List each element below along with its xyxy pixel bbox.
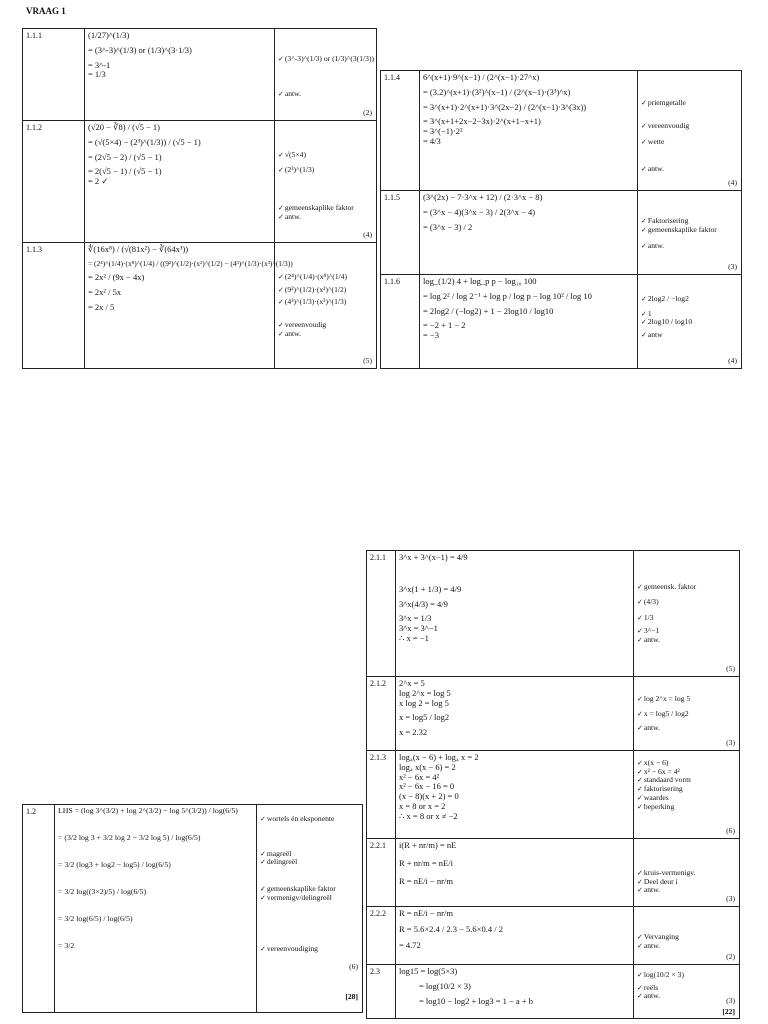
mark-item: standaard vorm: [643, 775, 691, 785]
check-icon: ✓: [637, 886, 643, 895]
calc-line: = 3/2 log((3×2)/5) / log(6/5): [58, 886, 147, 896]
points: (3): [726, 894, 735, 904]
check-icon: ✓: [260, 858, 266, 867]
working: [420, 191, 638, 275]
memo-table-2: [366, 550, 740, 1019]
calc-line: log 2^x = log 5: [399, 687, 451, 698]
check-icon: ✓: [641, 318, 647, 327]
check-icon: ✓: [637, 709, 643, 718]
points: (5): [726, 664, 735, 674]
calc-line: (x − 8)(x + 2) = 0: [399, 791, 459, 802]
mark-item: vereenvoudig: [647, 120, 690, 130]
mark-item: 3^−1: [643, 626, 660, 636]
calc-line: = 4/3: [423, 135, 441, 146]
mark-item: wortels én eksponente: [266, 814, 335, 823]
mark-allocation: [638, 275, 742, 369]
mark-item: antw.: [643, 723, 661, 733]
check-icon: ✓: [637, 802, 643, 811]
check-icon: ✓: [637, 793, 643, 802]
check-icon: ✓: [637, 724, 643, 733]
row-1-1-6: [381, 275, 742, 369]
row-1-2: [23, 805, 363, 1013]
check-icon: ✓: [641, 309, 647, 318]
check-icon: ✓: [637, 597, 643, 606]
check-icon: ✓: [278, 89, 284, 98]
mark-item: log 2^x = log 5: [643, 694, 691, 703]
check-icon: ✓: [637, 941, 643, 950]
check-icon: ✓: [637, 992, 643, 1001]
check-icon: ✓: [641, 217, 647, 225]
mark-item: beperking: [643, 801, 675, 811]
check-icon: ✓: [260, 815, 266, 823]
total-marks: [28]: [345, 992, 358, 1002]
check-icon: ✓: [637, 627, 643, 636]
mark-item: gemeenskaplike faktor: [647, 224, 717, 234]
calc-line: = (3^x − 4)(3^x − 3) / 2(3^x − 4): [423, 206, 536, 217]
calc-line: x = 2.32: [399, 727, 428, 738]
calc-line: = 2x / 5: [88, 301, 115, 312]
calc-line: = (3^-3)^(1/3) or (1/3)^(3·1/3): [88, 44, 192, 55]
mark-item: log(10/2 × 3): [643, 970, 685, 979]
check-icon: ✓: [637, 767, 643, 776]
points: (4): [363, 230, 372, 240]
calc-line: = 2x² / 5x: [88, 287, 122, 298]
mark-item: vereenvoudig: [284, 320, 327, 330]
calc-line: i(R + nr/m) = nE: [399, 840, 457, 850]
calc-line: = 4.72: [399, 939, 421, 950]
row-1-1-2: [23, 121, 377, 243]
check-icon: ✓: [278, 165, 284, 174]
page-heading: VRAAG 1: [26, 6, 66, 16]
calc-line: = 2log2 / (−log2) + 1 − 2log10 / log10: [423, 305, 554, 316]
calc-line: = (3.2)^(x+1)·(3²)^(x−1) / (2^(x−1)·(3³)^x): [423, 86, 571, 97]
mark-allocation: [275, 29, 377, 121]
mark-allocation: [638, 191, 742, 275]
calc-line: x = log5 / log2: [399, 712, 450, 723]
check-icon: ✓: [637, 614, 643, 623]
working: [420, 71, 638, 191]
row-2-1-3: [367, 751, 740, 839]
calc-line: = 2x² / (9x − 4x): [88, 272, 145, 283]
calc-line: LHS = (log 3^(3/2) + log 2^(3/2) − log 5^(3/2)) / log(6/5): [58, 806, 238, 815]
calc-line: log₄(x − 6) + log₄ x = 2: [399, 752, 479, 762]
check-icon: ✓: [278, 298, 284, 307]
check-icon: ✓: [260, 849, 266, 858]
calc-line: = −2 + 1 − 2: [423, 320, 466, 331]
row-1-1-5: [381, 191, 742, 275]
calc-line: ∜(16x⁸) / (√(81x²) − ∛(64x³)): [88, 244, 189, 254]
calc-line: x log 2 = log 5: [399, 697, 449, 708]
mark-allocation: [634, 551, 740, 677]
mark-allocation: [634, 907, 740, 965]
check-icon: ✓: [637, 983, 643, 992]
calc-line: = −3: [423, 330, 439, 341]
row-2-1-2: [367, 677, 740, 751]
check-icon: ✓: [637, 785, 643, 794]
calc-line: 3^x = 1/3: [399, 613, 432, 624]
calc-line: = 3^(x+1+2x−2−3x)·2^(x+1−x+1): [423, 116, 541, 127]
mark-item: (4³)^(1/3)·(x³)^(1/3): [284, 297, 347, 307]
calc-line: = log10 − log2 + log3 = 1 − a + b: [419, 995, 533, 1006]
check-icon: ✓: [641, 138, 647, 147]
mark-allocation: [634, 751, 740, 839]
check-icon: ✓: [278, 213, 284, 222]
mark-item: 1/3: [643, 613, 654, 623]
calc-line: R = nE/i − nr/m: [399, 908, 453, 918]
mark-item: vermenigv/delingreël: [266, 892, 332, 902]
question-number: 2.1.1: [367, 551, 396, 677]
calc-line: = 3/2 log(6/5) / log(6/5): [58, 913, 133, 923]
mark-item: magreël: [266, 848, 292, 858]
question-number: 2.2.2: [367, 907, 396, 965]
question-number: 2.2.1: [367, 839, 396, 907]
calc-line: 3^x + 3^(x−1) = 4/9: [399, 552, 468, 562]
check-icon: ✓: [637, 635, 643, 644]
mark-item: 2log10 / log10: [647, 317, 693, 327]
row-2-3: [367, 965, 740, 1019]
calc-line: x² − 6x = 4²: [399, 771, 440, 782]
calc-line: ∴ x = −1: [399, 632, 429, 643]
mark-allocation: [634, 965, 740, 1019]
calc-line: (1/27)^(1/3): [88, 30, 130, 40]
check-icon: ✓: [637, 695, 643, 703]
mark-item: waardes: [643, 792, 669, 802]
calc-line: = 3^(x+1)·2^(x+1)·3^(2x−2) / (2^(x−1)·3^(3x)): [423, 101, 587, 112]
points: (6): [726, 826, 735, 836]
row-2-2-1: [367, 839, 740, 907]
question-number: 2.1.3: [367, 751, 396, 839]
calc-line: = (3^x − 3) / 2: [423, 221, 473, 232]
calc-line: = (√(5×4) − (2³)^(1/3)) / (√5 − 1): [88, 136, 201, 147]
calc-line: x² − 6x − 16 = 0: [399, 781, 455, 792]
mark-item: antw.: [284, 88, 302, 98]
mark-item: 1: [647, 308, 652, 318]
calc-line: R + nr/m = nE/i: [399, 857, 453, 868]
mark-item: Vervanging: [643, 932, 679, 941]
check-icon: ✓: [641, 242, 647, 251]
check-icon: ✓: [260, 893, 266, 902]
calc-line: = (3/2 log 3 + 3/2 log 2 − 3/2 log 5) / log(6/5): [58, 832, 201, 842]
mark-item: reëls: [643, 982, 659, 992]
row-2-2-2: [367, 907, 740, 965]
check-icon: ✓: [278, 273, 284, 281]
mark-item: antw.: [643, 940, 661, 950]
mark-item: antw.: [647, 241, 665, 251]
check-icon: ✓: [278, 329, 284, 338]
mark-item: Faktorisering: [647, 216, 689, 225]
points: (2): [363, 108, 372, 118]
mark-item: √(5×4): [284, 150, 306, 159]
working: [85, 29, 275, 121]
calc-line: = 3^-1: [88, 59, 111, 70]
memo-table-1-2: [22, 804, 363, 1013]
calc-line: = log(10/2 × 3): [419, 980, 471, 991]
calc-line: = 2(√5 − 1) / (√5 − 1): [88, 166, 162, 177]
calc-line: 3^x(1 + 1/3) = 4/9: [399, 583, 462, 594]
calc-line: = (2⁴)^(1/4)·(x⁸)^(1/4) / ((9²)^(1/2)·(x²)^(1/2) − (4³)^(1/3)·(x³)^(1/3)): [88, 258, 293, 268]
question-number: 2.3: [367, 965, 396, 1019]
calc-line: (√20 − ∛8) / (√5 − 1): [88, 122, 161, 132]
check-icon: ✓: [637, 869, 643, 877]
calc-line: 3^x = 3^−1: [399, 623, 438, 634]
points: (4): [728, 178, 737, 188]
mark-allocation: [634, 677, 740, 751]
calc-line: = 3/2: [58, 940, 75, 950]
working: [396, 907, 634, 965]
working: [396, 551, 634, 677]
check-icon: ✓: [637, 759, 643, 767]
points: (6): [349, 962, 358, 972]
check-icon: ✓: [637, 776, 643, 785]
calc-line: 6^(x+1)·9^(x−1) / (2^(x−1)·27^x): [423, 72, 540, 82]
points: (2): [726, 952, 735, 962]
check-icon: ✓: [278, 151, 284, 159]
calc-line: = 3/2 (log3 + log2 − log5) / log(6/5): [58, 859, 171, 869]
check-icon: ✓: [641, 121, 647, 130]
working: [85, 121, 275, 243]
check-icon: ✓: [278, 55, 284, 63]
mark-allocation: [275, 121, 377, 243]
mark-item: (4/3): [643, 596, 659, 606]
check-icon: ✓: [278, 321, 284, 330]
check-icon: ✓: [641, 225, 647, 234]
calc-line: = 2 ✓: [88, 176, 109, 187]
mark-item: gemeenskaplike faktor: [284, 203, 354, 213]
row-1-1-3: [23, 243, 377, 369]
mark-item: wette: [647, 137, 665, 147]
check-icon: ✓: [641, 99, 647, 107]
check-icon: ✓: [641, 331, 647, 340]
check-icon: ✓: [637, 583, 643, 591]
check-icon: ✓: [278, 204, 284, 213]
question-number: 1.1.5: [381, 191, 420, 275]
question-number: 1.1.1: [23, 29, 85, 121]
check-icon: ✓: [641, 295, 647, 303]
check-icon: ✓: [637, 877, 643, 886]
working: [396, 965, 634, 1019]
check-icon: ✓: [260, 885, 266, 894]
check-icon: ✓: [278, 285, 284, 294]
calc-line: 3^x(4/3) = 4/9: [399, 598, 448, 609]
check-icon: ✓: [260, 944, 266, 953]
mark-item: antw.: [643, 885, 661, 895]
working: [55, 805, 257, 1013]
working: [396, 839, 634, 907]
mark-item: priemgetalle: [647, 98, 686, 107]
mark-item: antw.: [284, 328, 302, 338]
mark-item: (2⁴)^(1/4)·(x⁸)^(1/4): [284, 272, 348, 281]
calc-line: = 3^(−1)·2²: [423, 126, 463, 137]
points: (4): [728, 356, 737, 366]
mark-item: antw.: [643, 634, 661, 644]
question-number: 1.1.3: [23, 243, 85, 369]
mark-item: (9²)^(1/2)·(x²)^(1/2): [284, 284, 347, 294]
row-2-1-1: [367, 551, 740, 677]
calc-line: R = 5.6×2.4 / 2.3 − 5.6×0.4 / 2: [399, 923, 503, 934]
mark-item: faktorisering: [643, 784, 683, 794]
calc-line: 2^x = 5: [399, 678, 425, 688]
mark-item: x² − 6x = 4²: [643, 766, 680, 776]
mark-item: gemeensk. faktor: [643, 582, 697, 591]
mark-item: antw: [647, 330, 663, 340]
question-number: 1.2: [23, 805, 55, 1013]
mark-item: (2³)^(1/3): [284, 164, 315, 174]
points: (5): [363, 356, 372, 366]
mark-item: vereenvoudiging: [266, 943, 318, 953]
points: (3): [726, 738, 735, 748]
memo-table-1-1-right: [380, 70, 742, 369]
calc-line: ∴ x = 8 or x ≠ −2: [399, 810, 458, 821]
check-icon: ✓: [637, 971, 643, 979]
check-icon: ✓: [641, 165, 647, 174]
mark-item: x(x − 6): [643, 758, 669, 767]
calc-line: = (2√5 − 2) / (√5 − 1): [88, 151, 162, 162]
working: [396, 751, 634, 839]
mark-item: kruis-vermenigv.: [643, 868, 696, 877]
mark-item: Deel deur i: [643, 876, 678, 886]
working: [396, 677, 634, 751]
calc-line: log₄ x(x − 6) = 2: [399, 761, 456, 772]
calc-line: x = 8 or x = 2: [399, 800, 446, 811]
mark-item: antw.: [647, 164, 665, 174]
mark-allocation: [275, 243, 377, 369]
check-icon: ✓: [637, 933, 643, 941]
question-number: 1.1.2: [23, 121, 85, 243]
mark-item: (3^-3)^(1/3) or (1/3)^(3(1/3)): [284, 54, 375, 63]
total-marks: [22]: [722, 1007, 735, 1017]
mark-item: x = log5 / log2: [643, 708, 689, 718]
mark-item: antw.: [284, 212, 302, 222]
calc-line: log_(1/2) 4 + log_p p − log₁₀ 100: [423, 276, 537, 286]
calc-line: = 1/3: [88, 69, 106, 80]
mark-allocation: [257, 805, 363, 1013]
mark-item: antw.: [643, 991, 661, 1001]
calc-line: R = nE/i − nr/m: [399, 875, 453, 886]
mark-item: delingreël: [266, 857, 298, 867]
calc-line: = log 2² / log 2⁻¹ + log p / log p − log 10² / log 10: [423, 290, 592, 301]
row-1-1-4: [381, 71, 742, 191]
working: [420, 275, 638, 369]
question-number: 1.1.4: [381, 71, 420, 191]
question-number: 1.1.6: [381, 275, 420, 369]
calc-line: (3^(2x) − 7·3^x + 12) / (2·3^x − 8): [423, 192, 543, 202]
memo-table-1-1: [22, 28, 377, 369]
mark-item: gemeenskaplike faktor: [266, 884, 336, 894]
points: (3): [726, 996, 735, 1006]
points: (3): [728, 262, 737, 272]
mark-allocation: [638, 71, 742, 191]
calc-line: log15 = log(5×3): [399, 966, 458, 976]
mark-allocation: [634, 839, 740, 907]
question-number: 2.1.2: [367, 677, 396, 751]
mark-item: 2log2 / −log2: [647, 294, 689, 303]
row-1-1-1: [23, 29, 377, 121]
